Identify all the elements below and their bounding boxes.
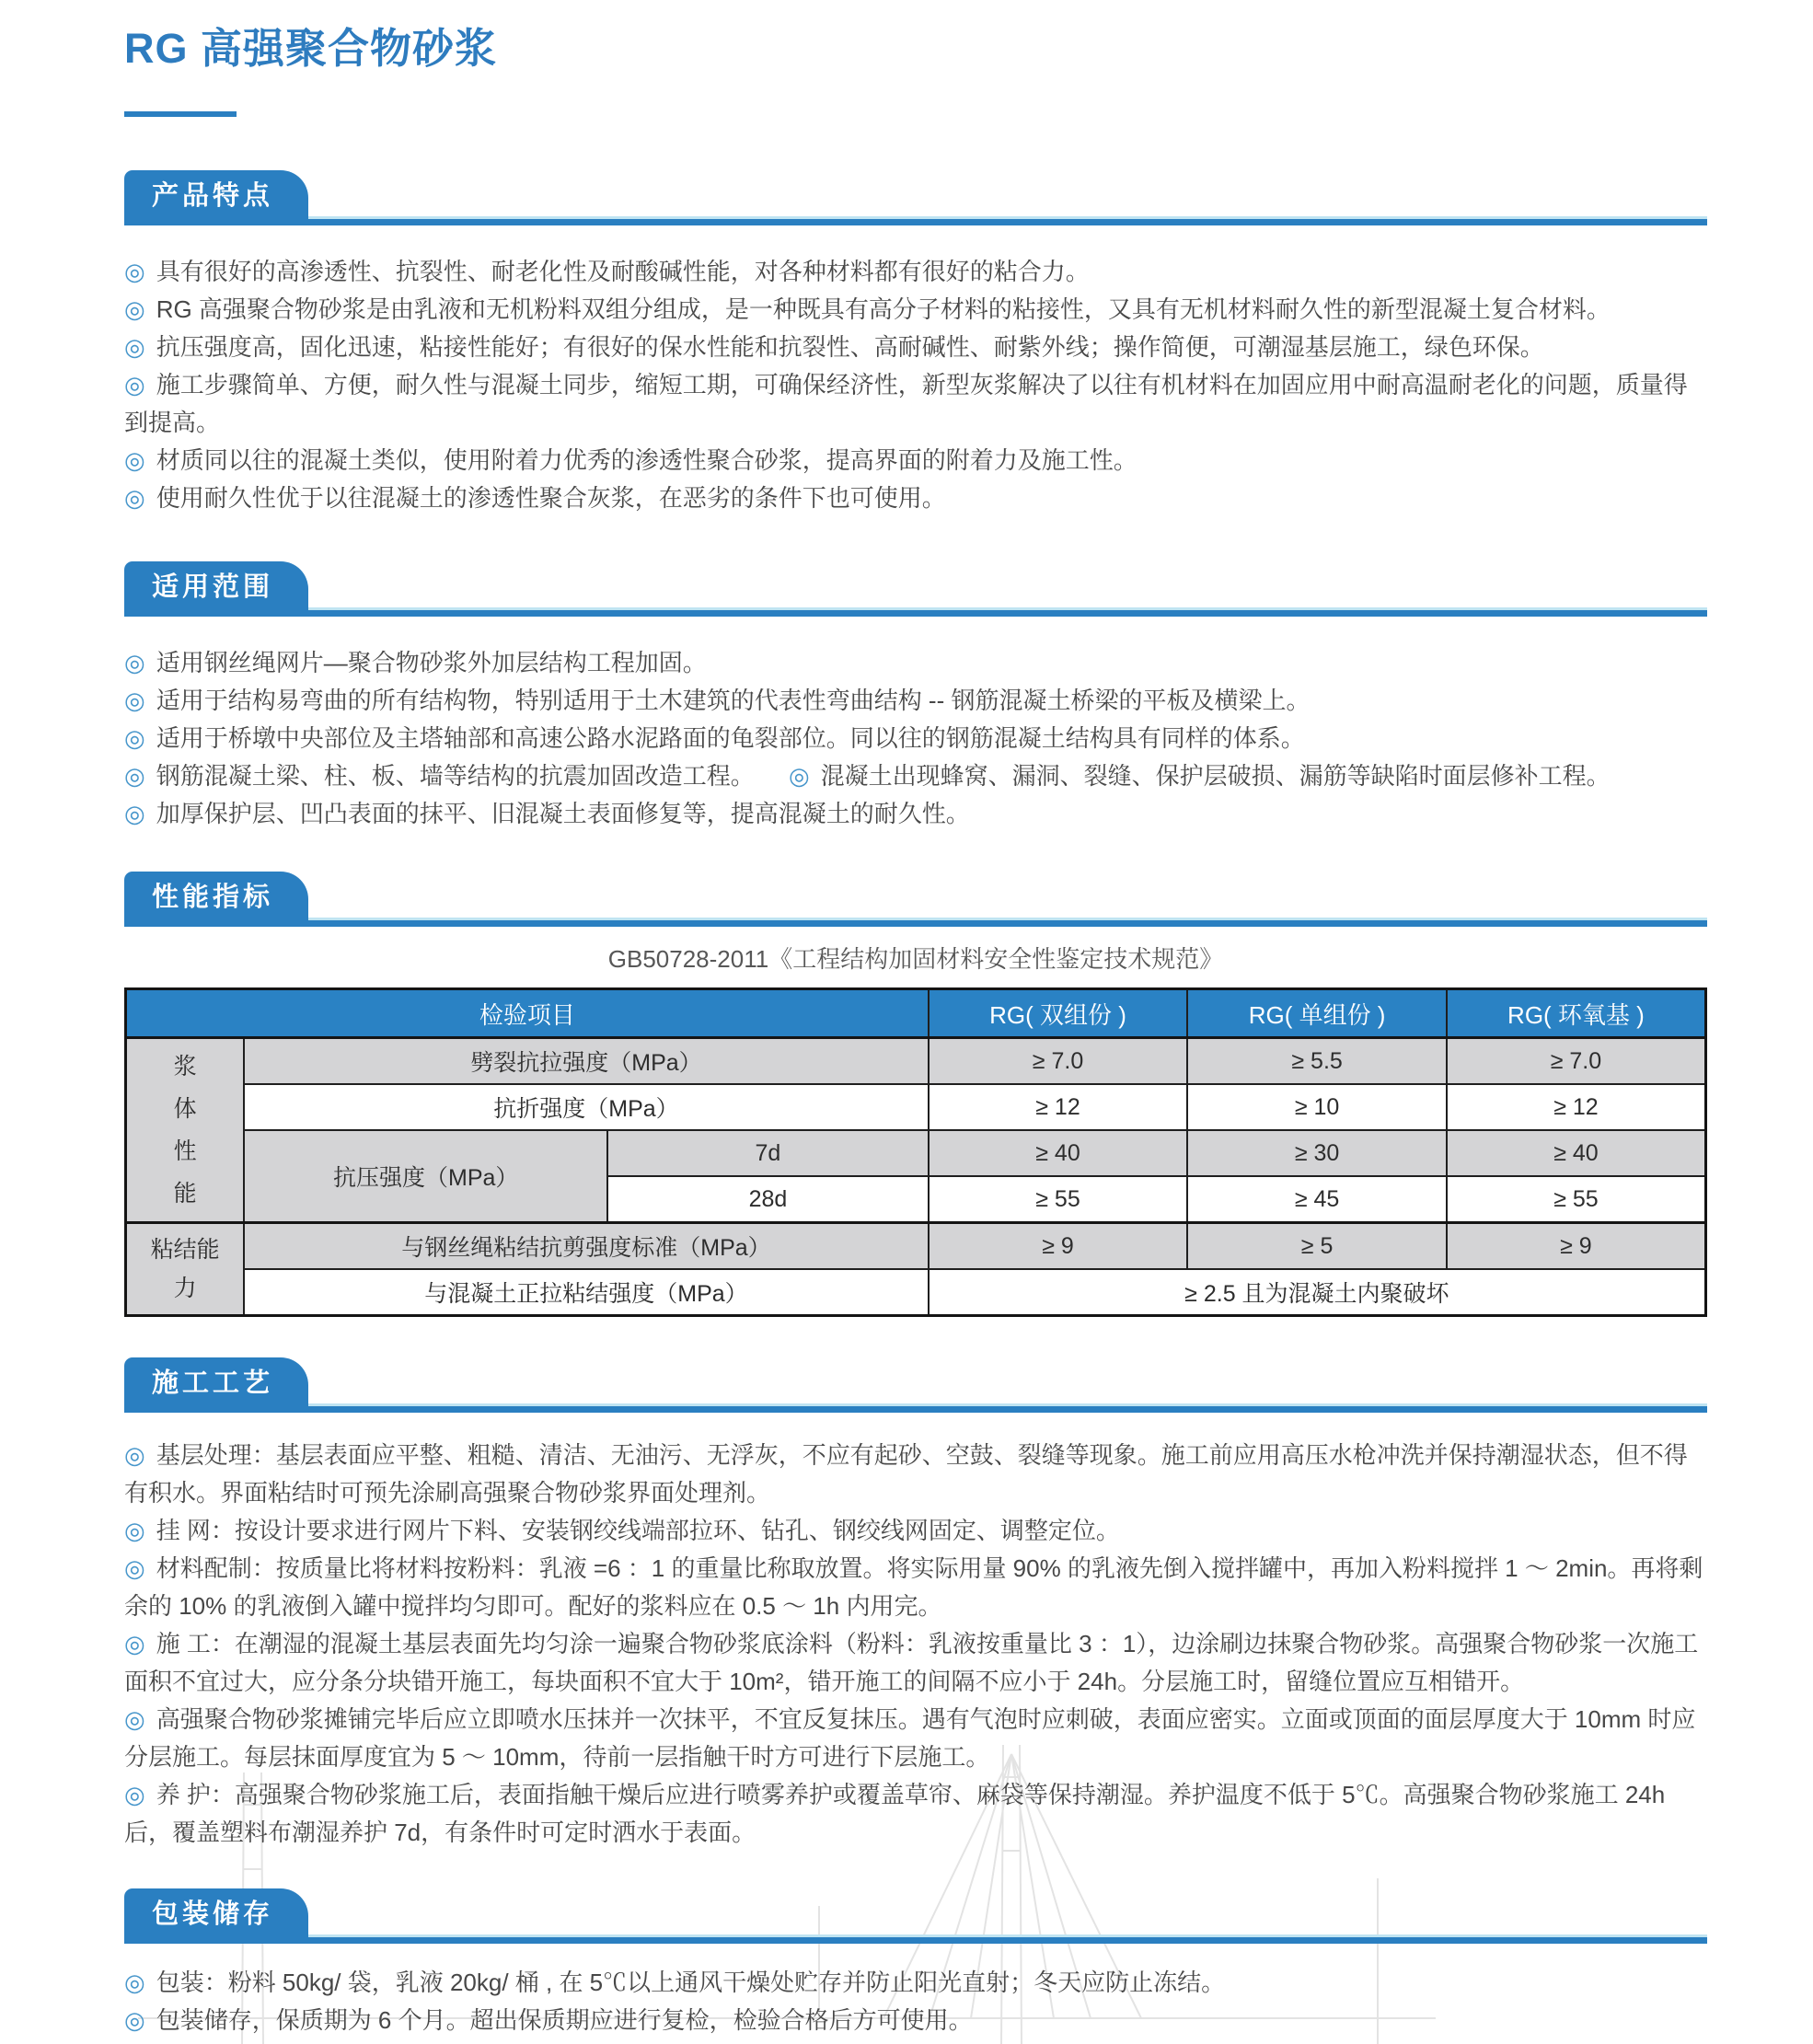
section-heading-badge: 施工工艺 <box>124 1357 308 1409</box>
value-cell: ≥ 9 <box>929 1223 1188 1270</box>
value-cell: ≥ 10 <box>1187 1084 1447 1130</box>
section-heading-rule <box>124 1934 1707 1944</box>
list-item-dual <box>124 757 1707 795</box>
value-cell: ≥ 40 <box>929 1130 1188 1176</box>
list-item-text: 高强聚合物砂浆摊铺完毕后应立即喷水压抹并一次抹平，不宜反复抹压。遇有气泡时应刺破，表面应密实。立面或顶面的面层厚度大于 10mm 时应分层施工。每层抹面厚度宜为 5 ～ 10mm，待前一层指触干时方可进行下层施工。 <box>124 1705 1696 1771</box>
section-heading-rule <box>124 216 1707 225</box>
sub-cell: 28d <box>607 1176 929 1223</box>
list-item-text: 钢筋混凝土梁、柱、板、墙等结构的抗震加固改造工程。 <box>156 762 755 790</box>
list-item <box>124 1512 1707 1550</box>
list-item <box>124 366 1707 442</box>
list-item-text: 加厚保护层、凹凸表面的抹平、旧混凝土表面修复等，提高混凝土的耐久性。 <box>156 800 970 827</box>
section-process <box>124 1357 1707 1852</box>
bullet-icon: ◎ <box>124 1441 145 1469</box>
value-cell-span: ≥ 2.5 且为混凝土内聚破坏 <box>929 1269 1706 1316</box>
list-item-text: 挂 网：按设计要求进行网片下料、安装钢绞线端部拉环、钻孔、钢绞线网固定、调整定位。 <box>156 1517 1120 1544</box>
process-list <box>124 1437 1707 1852</box>
list-item-text: 施工步骤简单、方便，耐久性与混凝土同步，缩短工期，可确保经济性，新型灰浆解决了以往有机材料在加固应用中耐高温耐老化的问题，质量得到提高。 <box>124 371 1688 436</box>
value-cell: ≥ 7.0 <box>929 1038 1188 1085</box>
list-item-text: 基层处理：基层表面应平整、粗糙、清洁、无油污、无浮灰，不应有起砂、空鼓、裂缝等现象。施工前应用高压水枪冲洗并保持潮湿状态，但不得有积水。界面粘结时可预先涂刷高强聚合物砂浆界面处理剂。 <box>124 1441 1688 1507</box>
header-cell-rg1: RG( 单组份 ) <box>1187 989 1447 1038</box>
list-item-text: 抗压强度高，固化迅速，粘接性能好；有很好的保水性能和抗裂性、高耐碱性、耐紫外线；操作简便，可潮湿基层施工，绿色环保。 <box>156 333 1544 361</box>
section-heading-badge: 性能指标 <box>124 872 308 923</box>
list-item-text: 材质同以往的混凝土类似，使用附着力优秀的渗透性聚合砂浆，提高界面的附着力及施工性。 <box>156 446 1137 474</box>
list-item <box>124 795 1707 833</box>
bullet-icon: ◎ <box>124 1554 145 1582</box>
list-item <box>124 479 1707 517</box>
bullet-icon: ◎ <box>124 333 145 361</box>
list-item-text: 包装：粉料 50kg/ 袋，乳液 20kg/ 桶 , 在 5℃以上通风干燥处贮存并防止阳光直射；冬天应防止冻结。 <box>156 1969 1226 1996</box>
group-cell-bond-ability: 粘结能力 <box>126 1223 245 1316</box>
bullet-icon: ◎ <box>124 687 145 714</box>
list-item <box>124 1550 1707 1625</box>
label-cell: 劈裂抗拉强度（MPa） <box>244 1038 928 1085</box>
section-scope <box>124 561 1707 833</box>
table-caption: GB50728-2011《工程结构加固材料安全性鉴定技术规范》 <box>607 945 1224 973</box>
list-item <box>124 1625 1707 1701</box>
list-item-text: 材料配制：按质量比将材料按粉料：乳液 =6 ：1 的重量比称取放置。将实际用量 90% 的乳液先倒入搅拌罐中，再加入粉料搅拌 1 ～ 2min。再将剩余的 10% 的乳液倒入罐中搅拌均匀即可。配好的浆料应在 0.5 ～ 1h 内用完。 <box>124 1554 1703 1620</box>
table-row <box>126 1269 1706 1316</box>
list-item <box>124 291 1707 329</box>
bullet-icon: ◎ <box>124 800 145 827</box>
bullet-icon: ◎ <box>124 484 145 512</box>
section-performance <box>124 872 1707 1317</box>
bullet-icon: ◎ <box>788 762 810 790</box>
list-item <box>124 2002 1707 2039</box>
page-title: RG 高强聚合物砂浆 <box>124 25 498 72</box>
value-cell: ≥ 55 <box>1447 1176 1706 1223</box>
bullet-icon: ◎ <box>124 2006 145 2034</box>
table-header-row <box>126 989 1706 1038</box>
header-cell-rge: RG( 环氧基 ) <box>1447 989 1706 1038</box>
list-item <box>124 1964 1707 2002</box>
table-row <box>126 1084 1706 1130</box>
bullet-icon: ◎ <box>124 258 145 285</box>
list-item-text: 适用于桥墩中央部位及主塔轴部和高速公路水泥路面的龟裂部位。同以往的钢筋混凝土结构具有同样的体系。 <box>156 724 1305 752</box>
section-heading-badge: 适用范围 <box>124 561 308 613</box>
list-item-text: 适用于结构易弯曲的所有结构物，特别适用于土木建筑的代表性弯曲结构 -- 钢筋混凝土桥梁的平板及横梁上。 <box>156 687 1311 714</box>
table-row <box>126 1130 1706 1176</box>
list-item <box>789 762 1611 790</box>
list-item <box>124 644 1707 682</box>
list-item-text: 适用钢丝绳网片—聚合物砂浆外加层结构工程加固。 <box>156 649 707 676</box>
section-heading-rule <box>124 607 1707 617</box>
list-item <box>124 762 755 790</box>
label-cell: 与钢丝绳粘结抗剪强度标准（MPa） <box>244 1223 928 1270</box>
value-cell: ≥ 12 <box>1447 1084 1706 1130</box>
table-row <box>126 1038 1706 1085</box>
value-cell: ≥ 7.0 <box>1447 1038 1706 1085</box>
bullet-icon: ◎ <box>124 295 145 323</box>
list-item <box>124 1437 1707 1512</box>
scope-list <box>124 644 1707 833</box>
group-cell-paste-performance: 浆体性能 <box>126 1038 245 1223</box>
bullet-icon: ◎ <box>124 371 145 398</box>
list-item-text: 施 工：在潮湿的混凝土基层表面先均匀涂一遍聚合物砂浆底涂料（粉料：乳液按重量比 3 ：1），边涂刷边抹聚合物砂浆。高强聚合物砂浆一次施工面积不宜过大，应分条分块错开施工，每块面积不宜大于 10m²，错开施工的间隔不应小于 24h。分层施工时，留缝位置应互相错开。 <box>124 1630 1699 1695</box>
list-item-text: 使用耐久性优于以往混凝土的渗透性聚合灰浆，在恶劣的条件下也可使用。 <box>156 484 946 512</box>
sub-cell: 7d <box>607 1130 929 1176</box>
bullet-icon: ◎ <box>124 1969 145 1996</box>
bullet-icon: ◎ <box>124 762 145 790</box>
label-cell: 抗折强度（MPa） <box>244 1084 928 1130</box>
section-packaging <box>124 1888 1707 2039</box>
list-item <box>124 329 1707 366</box>
value-cell: ≥ 12 <box>929 1084 1188 1130</box>
value-cell: ≥ 5 <box>1187 1223 1447 1270</box>
list-item <box>124 442 1707 479</box>
value-cell: ≥ 30 <box>1187 1130 1447 1176</box>
value-cell: ≥ 9 <box>1447 1223 1706 1270</box>
performance-table <box>124 987 1707 1317</box>
bullet-icon: ◎ <box>124 1630 145 1657</box>
title-underline <box>124 111 237 117</box>
list-item <box>124 682 1707 720</box>
section-heading-rule <box>124 918 1707 927</box>
label-cell: 抗压强度（MPa） <box>244 1130 607 1223</box>
section-features <box>124 170 1707 517</box>
bullet-icon: ◎ <box>124 1781 145 1808</box>
bullet-icon: ◎ <box>124 1517 145 1544</box>
list-item <box>124 1776 1707 1852</box>
list-item <box>124 720 1707 757</box>
value-cell: ≥ 5.5 <box>1187 1038 1447 1085</box>
table-row <box>126 1223 1706 1270</box>
bullet-icon: ◎ <box>124 446 145 474</box>
bullet-icon: ◎ <box>124 649 145 676</box>
value-cell: ≥ 45 <box>1187 1176 1447 1223</box>
bullet-icon: ◎ <box>124 724 145 752</box>
label-cell: 与混凝土正拉粘结强度（MPa） <box>244 1269 928 1316</box>
list-item-text: 包装储存，保质期为 6 个月。超出保质期应进行复检，检验合格后方可使用。 <box>156 2006 973 2034</box>
section-heading-badge: 产品特点 <box>124 170 308 222</box>
list-item <box>124 253 1707 291</box>
list-item-text: RG 高强聚合物砂浆是由乳液和无机粉料双组分组成，是一种既具有高分子材料的粘接性，又具有无机材料耐久性的新型混凝土复合材料。 <box>156 295 1611 323</box>
list-item-text: 具有很好的高渗透性、抗裂性、耐老化性及耐酸碱性能，对各种材料都有很好的粘合力。 <box>156 258 1090 285</box>
bullet-icon: ◎ <box>124 1705 145 1733</box>
value-cell: ≥ 40 <box>1447 1130 1706 1176</box>
header-cell-item: 检验项目 <box>126 989 929 1038</box>
list-item-text: 混凝土出现蜂窝、漏洞、裂缝、保护层破损、漏筋等缺陷时面层修补工程。 <box>820 762 1611 790</box>
header-cell-rg2: RG( 双组份 ) <box>929 989 1188 1038</box>
list-item <box>124 1701 1707 1776</box>
section-heading-badge: 包装储存 <box>124 1888 308 1940</box>
list-item-text: 养 护：高强聚合物砂浆施工后，表面指触干燥后应进行喷雾养护或覆盖草帘、麻袋等保持潮湿。养护温度不低于 5℃。高强聚合物砂浆施工 24h 后，覆盖塑料布潮湿养护 7d，有条件时可定时洒水于表面。 <box>124 1781 1666 1846</box>
section-heading-rule <box>124 1403 1707 1413</box>
packaging-list <box>124 1964 1707 2039</box>
value-cell: ≥ 55 <box>929 1176 1188 1223</box>
features-list <box>124 253 1707 517</box>
